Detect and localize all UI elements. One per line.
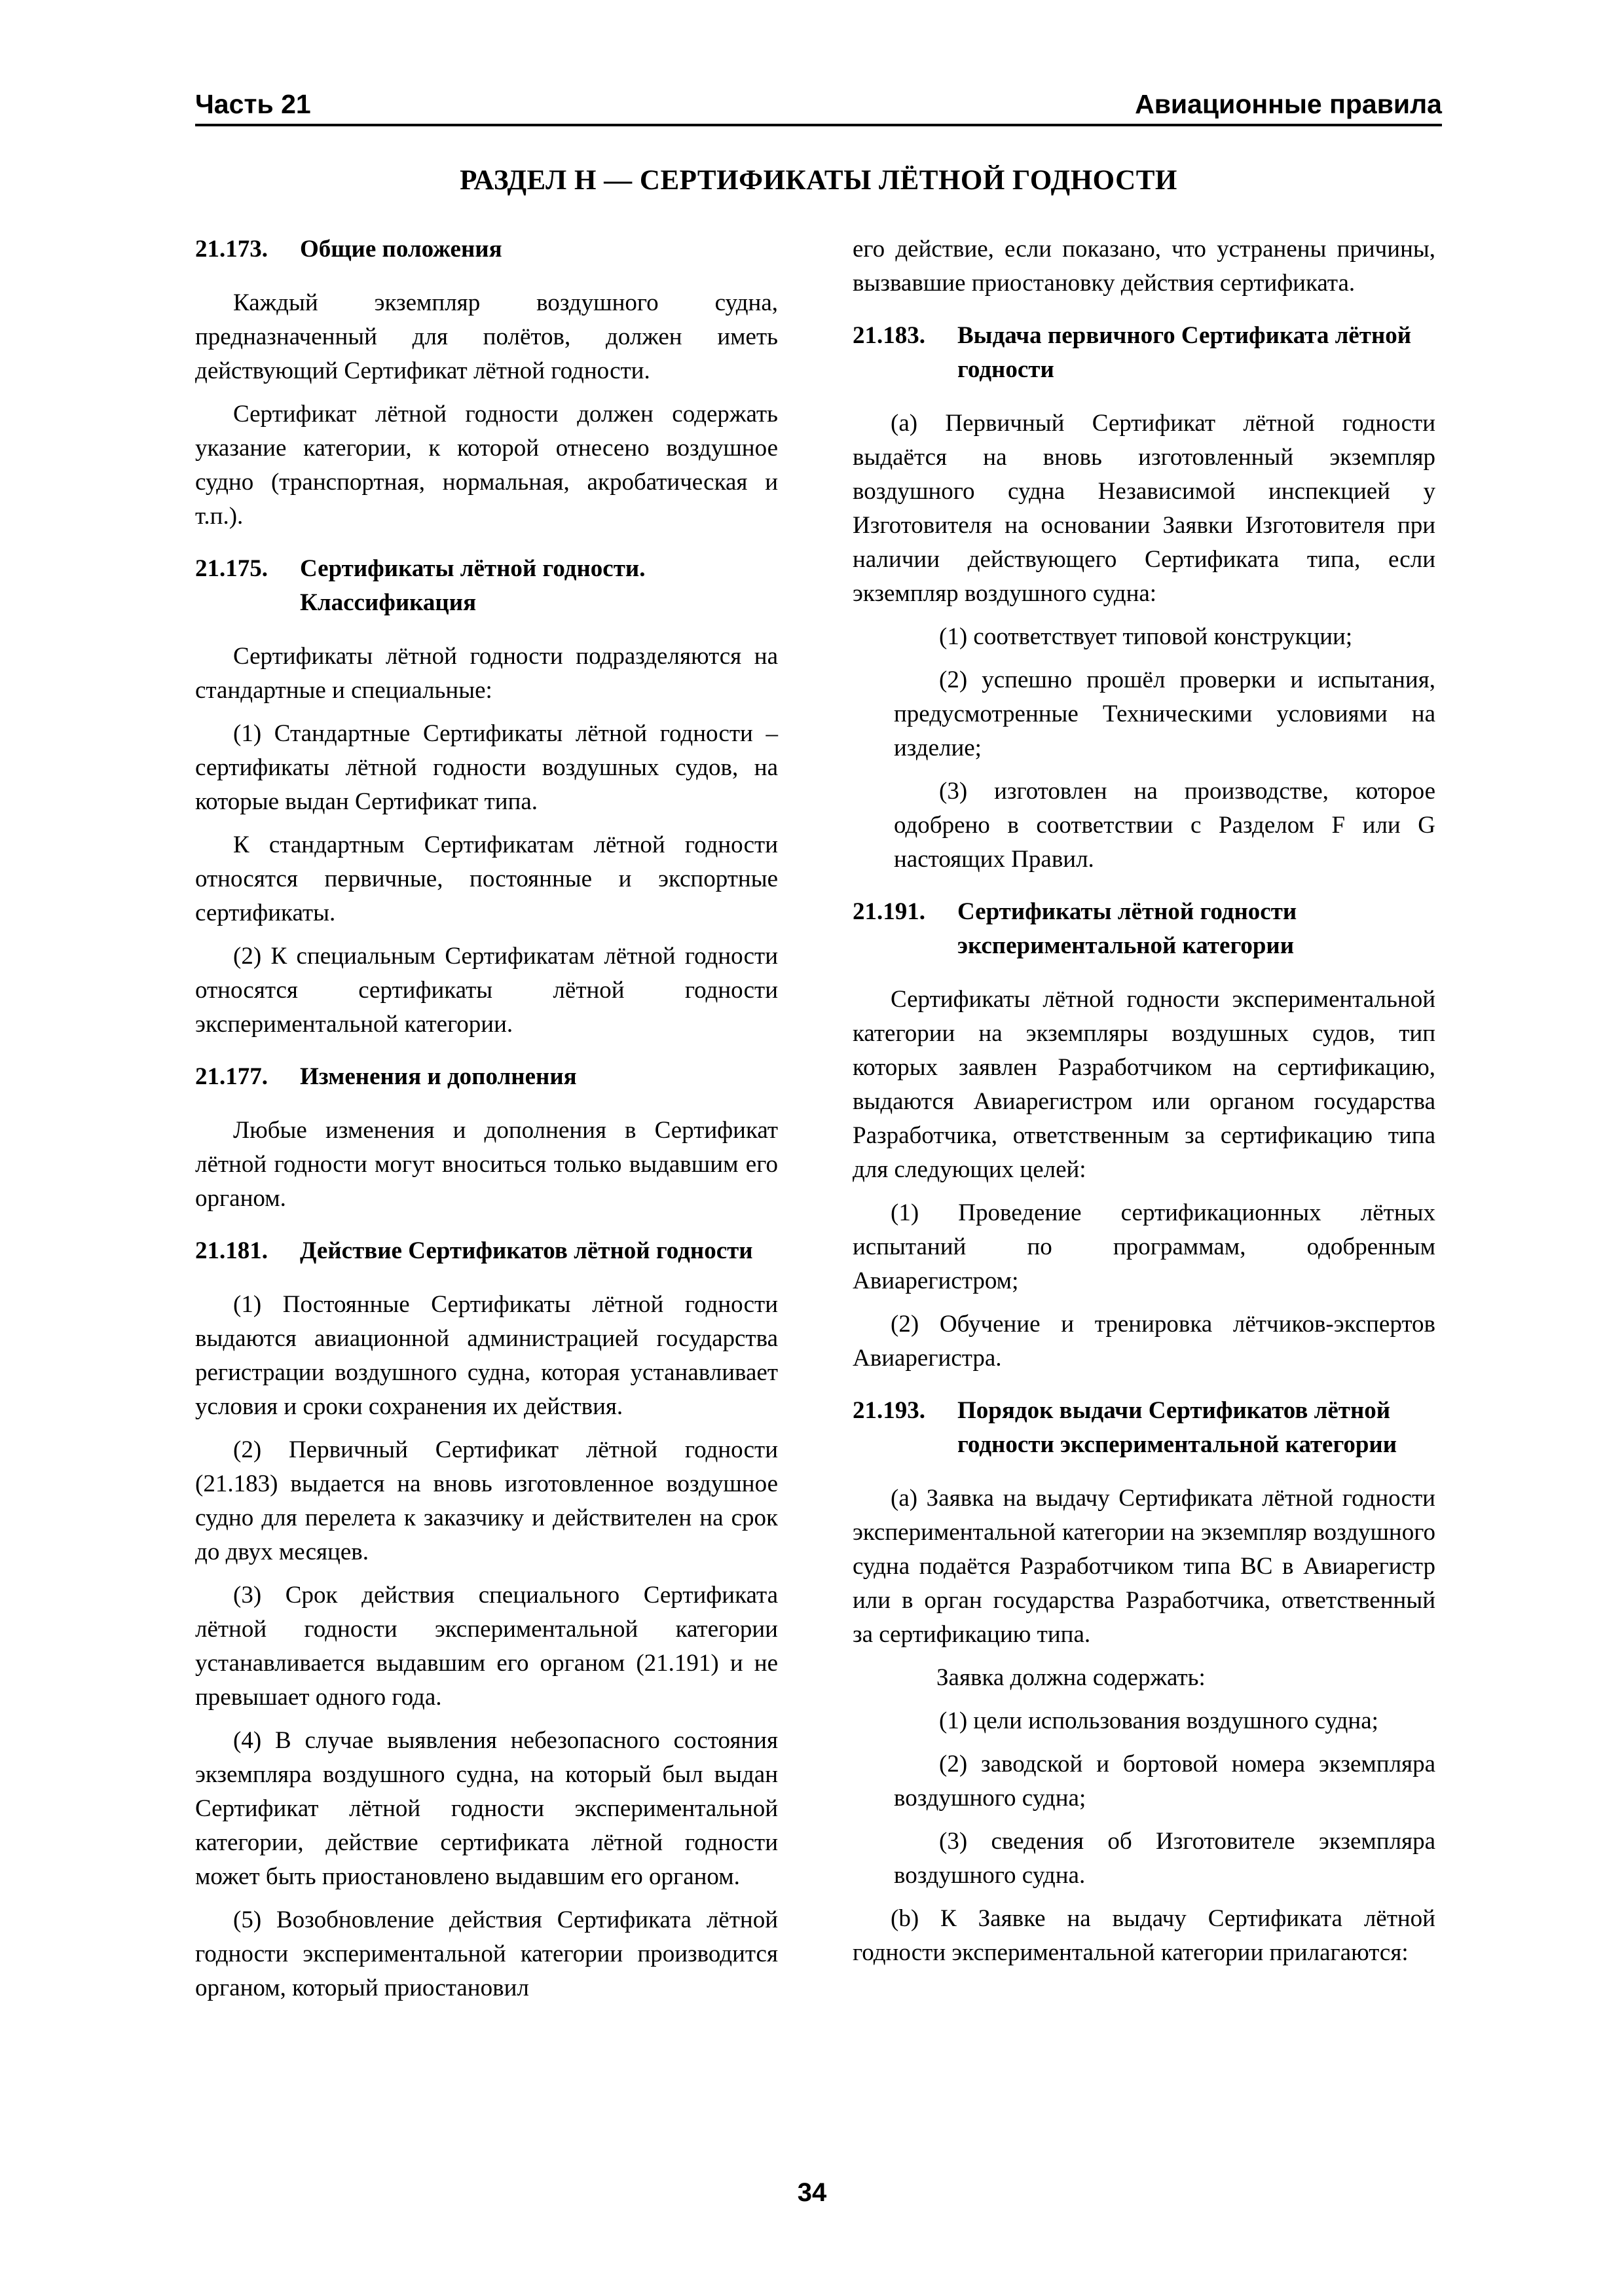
section-heading-text: Изменения и дополнения [300,1063,577,1090]
paragraph: Сертификаты лётной годности подразделяются на стандартные и специальные: [195,643,778,704]
paragraph: (3) Срок действия специального Сертификата лётной годности экспериментальной категории устанавливается выдавшим его органом (21.191) и не превышает одного года. [195,1582,778,1711]
paragraph: (1) Стандартные Сертификаты лётной годности – сертификаты лётной годности воздушных судов, на которые выдан Сертификат типа. [195,720,778,815]
paragraph: (1) Проведение сертификационных лётных испытаний по программам, одобренным Авиарегистром; [853,1199,1435,1294]
section-title: РАЗДЕЛ H — СЕРТИФИКАТЫ ЛЁТНОЙ ГОДНОСТИ [460,165,1177,196]
paragraph: К стандартным Сертификатам лётной годности относятся первичные, постоянные и экспортные сертификаты. [195,831,778,926]
section-heading-text: Порядок выдачи Сертификатов лётной годности экспериментальной категории [957,1397,1397,1458]
section-number: 21.191. [853,898,925,925]
section-number: 21.193. [853,1397,925,1424]
section-heading-21-173 [195,232,778,266]
paragraph: Каждый экземпляр воздушного судна, предназначенный для полётов, должен иметь действующий Сертификат лётной годности. [195,289,778,384]
header-title: Авиационные правила [1135,89,1442,119]
paragraph-continuation: его действие, если показано, что устранены причины, вызвавшие приостановку действия сертификата. [853,236,1435,297]
page-number: 34 [797,2178,827,2207]
paragraph: (a) Заявка на выдачу Сертификата лётной годности экспериментальной категории на экземпляр воздушного судна подаётся Разработчиком типа ВС в Авиарегистр или в орган государства Разработчика, ответственный за сертификацию типа. [853,1485,1435,1648]
section-heading-text: Сертификаты лётной годности экспериментальной категории [957,898,1297,959]
section-heading-text: Выдача первичного Сертификата лётной годности [957,322,1412,383]
section-number: 21.173. [195,236,268,263]
header-part: Часть 21 [195,89,311,119]
list-item: (2) успешно прошёл проверки и испытания, предусмотренные Техническими условиями на изделие; [894,666,1435,761]
paragraph: Сертификаты лётной годности экспериментальной категории на экземпляры воздушных судов, тип которых заявлен Разработчиком на сертификацию, выдаются Авиарегистром или органом государства Разработчика, ответственным за сертификацию типа для следующих целей: [853,986,1435,1183]
paragraph: (5) Возобновление действия Сертификата лётной годности экспериментальной категории производится органом, который приостановил [195,1906,778,2001]
right-column [853,232,1435,1979]
section-heading-text: Сертификаты лётной годности. Классификация [300,555,646,616]
section-number: 21.177. [195,1063,268,1090]
list-item: (1) соответствует типовой конструкции; [939,623,1353,650]
list-item: (2) заводской и бортовой номера экземпляра воздушного судна; [894,1751,1435,1812]
header-rule [195,124,1442,126]
paragraph: (b) К Заявке на выдачу Сертификата лётной годности экспериментальной категории прилагаются: [853,1905,1435,1966]
left-column [195,232,778,2014]
paragraph: (2) К специальным Сертификатам лётной годности относятся сертификаты лётной годности экспериментальной категории. [195,943,778,1038]
section-heading-21-193 [853,1394,1435,1462]
paragraph: Любые изменения и дополнения в Сертификат лётной годности могут вноситься только выдавшим его органом. [195,1117,778,1212]
section-heading-21-183 [853,319,1435,387]
section-heading-text: Общие положения [300,236,502,263]
running-header [195,89,1442,126]
section-number: 21.181. [195,1237,268,1264]
paragraph: (4) В случае выявления небезопасного состояния экземпляра воздушного судна, на который был выдан Сертификат лётной годности экспериментальной категории, действие сертификата лётной годности может быть приостановлено выдавшим его органом. [195,1727,778,1890]
section-number: 21.183. [853,322,925,349]
paragraph: (1) Постоянные Сертификаты лётной годности выдаются авиационной администрацией государства регистрации воздушного судна, которая устанавливает условия и сроки сохранения их действия. [195,1291,778,1420]
section-heading-21-181 [195,1234,778,1268]
section-heading-21-191 [853,895,1435,963]
section-heading-21-177 [195,1060,778,1094]
list-item: (3) сведения об Изготовителе экземпляра воздушного судна. [894,1828,1435,1889]
section-number: 21.175. [195,555,268,582]
paragraph: (a) Первичный Сертификат лётной годности выдаётся на вновь изготовленный экземпляр воздушного судна Независимой инспекцией у Изготовителя на основании Заявки Изготовителя при наличии действующего Сертификата типа, если экземпляр воздушного судна: [853,410,1435,607]
paragraph: Заявка должна содержать: [936,1664,1206,1691]
list-item: (3) изготовлен на производстве, которое одобрено в соответствии с Разделом F или G настоящих Правил. [894,778,1435,873]
list-item: (1) цели использования воздушного судна; [939,1707,1378,1734]
paragraph: Сертификат лётной годности должен содержать указание категории, к которой отнесено воздушное судно (транспортная, нормальная, акробатическая и т.п.). [195,401,778,530]
paragraph: (2) Обучение и тренировка лётчиков-экспертов Авиарегистра. [853,1311,1435,1372]
section-heading-21-175 [195,552,778,620]
section-heading-text: Действие Сертификатов лётной годности [300,1237,753,1264]
paragraph: (2) Первичный Сертификат лётной годности (21.183) выдается на вновь изготовленное воздушное судно для перелета к заказчику и действителен на срок до двух месяцев. [195,1436,778,1565]
